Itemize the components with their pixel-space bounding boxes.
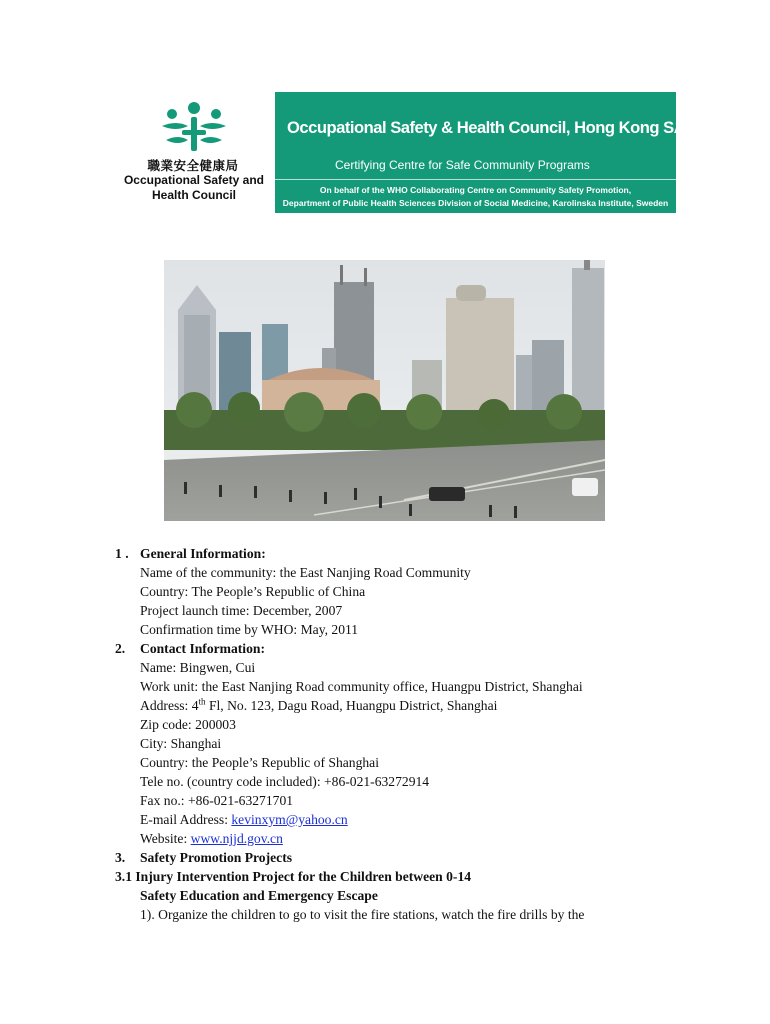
launch-time: Project launch time: December, 2007 bbox=[140, 603, 343, 618]
community-name: Name of the community: the East Nanjing Road Community bbox=[140, 565, 471, 580]
council-logo bbox=[118, 100, 270, 212]
contact-country: Country: the People’s Republic of Shanghai bbox=[140, 755, 379, 770]
section-3-heading: Safety Promotion Projects bbox=[140, 850, 293, 865]
section-1-number: 1 . bbox=[115, 546, 129, 561]
council-banner bbox=[275, 92, 749, 213]
fax: Fax no.: +86-021-63271701 bbox=[140, 793, 294, 808]
contact-name: Name: Bingwen, Cui bbox=[140, 660, 256, 675]
banner-subtitle: Certifying Centre for Safe Community Programs bbox=[335, 158, 590, 172]
confirmation-time: Confirmation time by WHO: May, 2011 bbox=[140, 622, 359, 637]
section-2-heading-line bbox=[115, 639, 675, 658]
address-rest: Fl, No. 123, Dagu Road, Huangpu District, Shanghai bbox=[205, 698, 498, 713]
logo-english-line2: Health Council bbox=[151, 188, 236, 202]
section-3-1-subheading: Safety Education and Emergency Escape bbox=[140, 888, 378, 903]
address-prefix: Address: 4 bbox=[140, 698, 199, 713]
email-link[interactable]: kevinxym@yahoo.cn bbox=[231, 812, 348, 827]
logo-english-name bbox=[118, 173, 270, 203]
document-body bbox=[115, 544, 675, 924]
website-label: Website: bbox=[140, 831, 191, 846]
section-3-1-item-1: 1). Organize the children to go to visit the fire stations, watch the fire drills by the bbox=[140, 907, 585, 922]
section-2-heading: Contact Information: bbox=[140, 641, 265, 656]
section-3-number: 3. bbox=[115, 850, 126, 865]
website-link[interactable]: www.njjd.gov.cn bbox=[190, 831, 283, 846]
banner-note-line2: Department of Public Health Sciences Division of Social Medicine, Karolinska Institute, Sweden bbox=[282, 198, 669, 208]
city: City: Shanghai bbox=[140, 736, 222, 751]
logo-english-line1: Occupational Safety and bbox=[123, 173, 265, 187]
website-line bbox=[140, 829, 283, 848]
logo-chinese-name: 職業安全健康局 bbox=[147, 158, 239, 173]
address bbox=[140, 696, 497, 715]
work-unit: Work unit: the East Nanjing Road community office, Huangpu District, Shanghai bbox=[140, 679, 583, 694]
city-photo bbox=[164, 260, 605, 521]
section-1-heading: General Information: bbox=[140, 546, 266, 561]
country: Country: The People’s Republic of China bbox=[140, 584, 366, 599]
section-3-heading-line bbox=[115, 848, 675, 867]
banner-title: Occupational Safety & Health Council, Hong Kong SAR, China bbox=[287, 118, 749, 137]
telephone: Tele no. (country code included): +86-021-63272914 bbox=[140, 774, 430, 789]
section-1-heading-line bbox=[115, 544, 675, 563]
council-emblem-icon bbox=[154, 100, 234, 154]
banner-note bbox=[275, 184, 676, 210]
section-2-number: 2. bbox=[115, 641, 126, 656]
email-line bbox=[140, 810, 348, 829]
zip-code: Zip code: 200003 bbox=[140, 717, 236, 732]
email-label: E-mail Address: bbox=[140, 812, 232, 827]
banner-divider bbox=[275, 179, 676, 180]
section-3-1-heading: 3.1 Injury Intervention Project for the Children between 0-14 bbox=[115, 869, 472, 884]
city-skyline-image bbox=[164, 260, 605, 521]
banner-note-line1: On behalf of the WHO Collaborating Centre on Community Safety Promotion, bbox=[319, 185, 632, 195]
address-ordinal: th bbox=[198, 696, 206, 707]
